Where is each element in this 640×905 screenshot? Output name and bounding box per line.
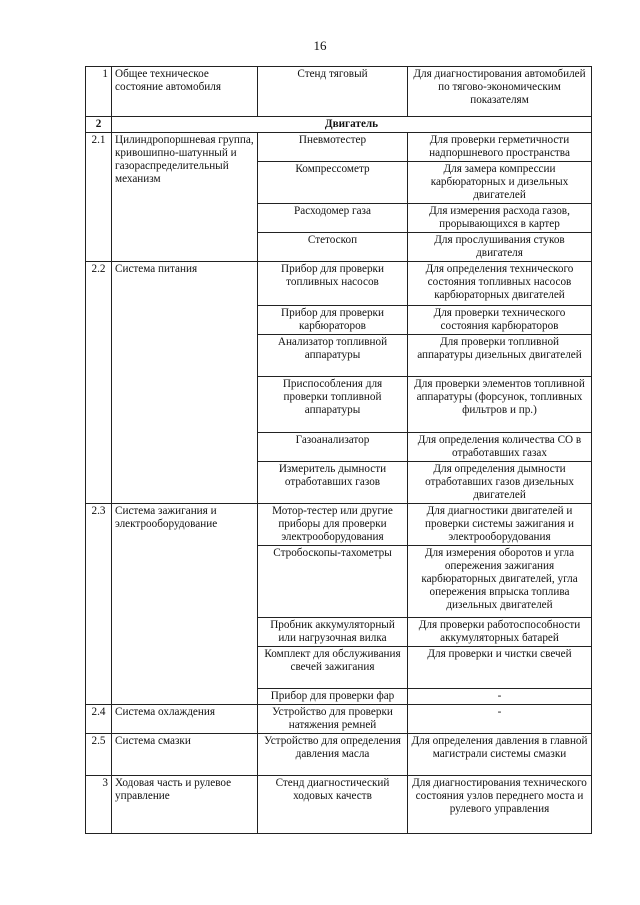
device-purpose: Для диагностики двигателей и проверки системы зажигания и электрооборудования — [408, 504, 592, 546]
device-name: Анализатор топливной аппаратуры — [258, 335, 408, 377]
device-purpose: Для проверки работоспособности аккумуляторных батарей — [408, 618, 592, 647]
system-name: Система смазки — [112, 734, 258, 776]
row-number: 3 — [86, 776, 112, 834]
device-name: Компрессометр — [258, 162, 408, 204]
device-purpose: Для измерения оборотов и угла опережения зажигания карбюраторных двигателей, угла опережения впрыска топлива дизельных двигателей — [408, 546, 592, 618]
device-purpose: - — [408, 705, 592, 734]
system-name: Цилиндропоршневая группа, кривошипно-шатунный и газораспределительный механизм — [112, 133, 258, 262]
table-row — [86, 262, 592, 306]
device-name: Устройство для определения давления масла — [258, 734, 408, 776]
system-name: Система охлаждения — [112, 705, 258, 734]
equipment-table — [85, 66, 592, 834]
device-purpose: Для проверки и чистки свечей — [408, 647, 592, 689]
table-row — [86, 734, 592, 776]
table-row — [86, 504, 592, 546]
device-purpose: Для проверки топливной аппаратуры дизельных двигателей — [408, 335, 592, 377]
device-name: Устройство для проверки натяжения ремней — [258, 705, 408, 734]
device-purpose: Для определения дымности отработавших газов дизельных двигателей — [408, 462, 592, 504]
device-name: Пневмотестер — [258, 133, 408, 162]
system-name: Общее техническое состояние автомобиля — [112, 67, 258, 117]
table-row — [86, 705, 592, 734]
device-name: Прибор для проверки топливных насосов — [258, 262, 408, 306]
device-name: Комплект для обслуживания свечей зажигания — [258, 647, 408, 689]
device-name: Газоанализатор — [258, 433, 408, 462]
row-number: 1 — [86, 67, 112, 117]
device-name: Стробоскопы-тахометры — [258, 546, 408, 618]
device-name: Приспособления для проверки топливной аппаратуры — [258, 377, 408, 433]
row-number: 2.2 — [86, 262, 112, 504]
device-purpose: Для определения давления в главной магистрали системы смазки — [408, 734, 592, 776]
device-purpose: Для измерения расхода газов, прорывающихся в картер — [408, 204, 592, 233]
system-name: Система зажигания и электрооборудование — [112, 504, 258, 705]
table-row — [86, 67, 592, 117]
section-header-row — [86, 117, 592, 133]
device-purpose: Для прослушивания стуков двигателя — [408, 233, 592, 262]
table-row — [86, 776, 592, 834]
system-name: Система питания — [112, 262, 258, 504]
section-title: Двигатель — [112, 117, 592, 133]
device-name: Расходомер газа — [258, 204, 408, 233]
device-purpose: Для проверки элементов топливной аппаратуры (форсунок, топливных фильтров и пр.) — [408, 377, 592, 433]
device-name: Прибор для проверки карбюраторов — [258, 306, 408, 335]
device-name: Мотор-тестер или другие приборы для проверки электрооборудования — [258, 504, 408, 546]
device-name: Пробник аккумуляторный или нагрузочная вилка — [258, 618, 408, 647]
device-name: Стенд диагностический ходовых качеств — [258, 776, 408, 834]
device-purpose: Для определения количества СО в отработавших газах — [408, 433, 592, 462]
row-number: 2.4 — [86, 705, 112, 734]
device-purpose: Для определения технического состояния топливных насосов карбюраторных двигателей — [408, 262, 592, 306]
page-number: 16 — [313, 38, 327, 53]
device-name: Прибор для проверки фар — [258, 689, 408, 705]
device-purpose: Для диагностирования автомобилей по тягово-экономическим показателям — [408, 67, 592, 117]
device-purpose: - — [408, 689, 592, 705]
section-number: 2 — [86, 117, 112, 133]
device-purpose: Для проверки технического состояния карбюраторов — [408, 306, 592, 335]
row-number: 2.3 — [86, 504, 112, 705]
device-name: Измеритель дымности отработавших газов — [258, 462, 408, 504]
row-number: 2.5 — [86, 734, 112, 776]
row-number: 2.1 — [86, 133, 112, 262]
device-purpose: Для замера компрессии карбюраторных и дизельных двигателей — [408, 162, 592, 204]
device-purpose: Для проверки герметичности надпоршневого пространства — [408, 133, 592, 162]
device-purpose: Для диагностирования технического состояния узлов переднего моста и рулевого управления — [408, 776, 592, 834]
system-name: Ходовая часть и рулевое управление — [112, 776, 258, 834]
table-row — [86, 133, 592, 162]
device-name: Стенд тяговый — [258, 67, 408, 117]
device-name: Стетоскоп — [258, 233, 408, 262]
